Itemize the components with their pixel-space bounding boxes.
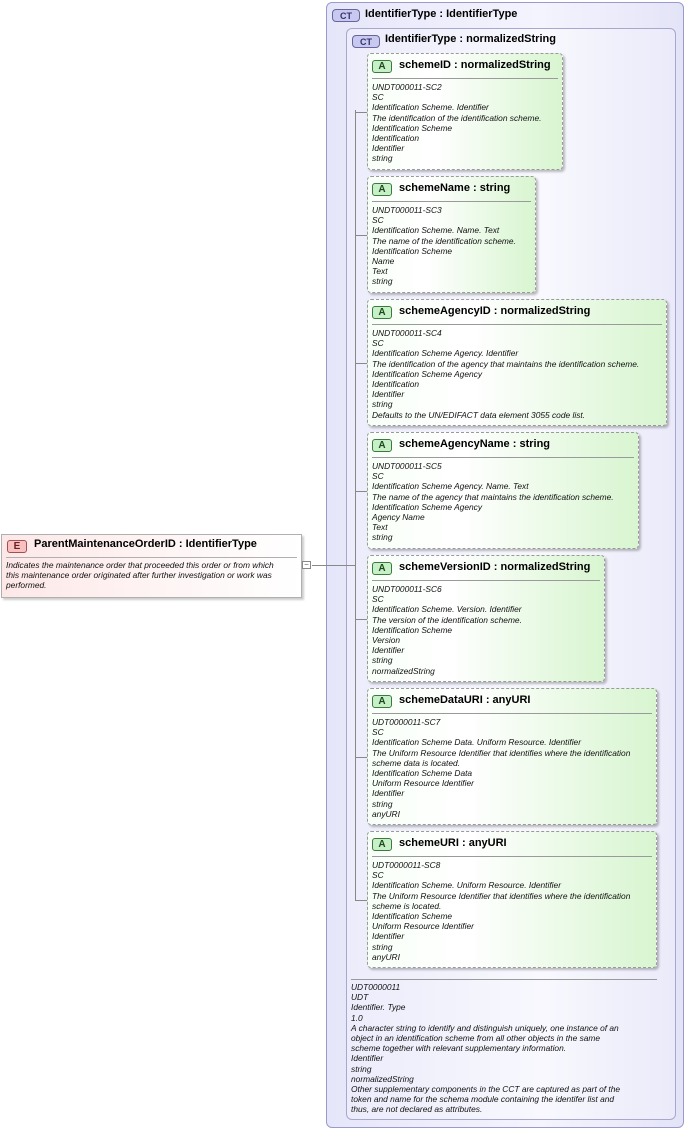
connector-element [312,565,355,566]
doc-line: Identification Scheme. Name. Text [372,225,500,236]
attribute-badge: A [372,183,392,196]
doc-line: Identification Scheme Agency. Name. Text [372,481,529,492]
attribute-separator [372,201,531,202]
doc-line: SC [372,338,384,349]
doc-line: Identification Scheme [372,245,453,256]
doc-line: string [372,276,393,287]
doc-line: SC [372,594,384,605]
doc-line: performed. [6,580,47,591]
attribute-schemeAgencyID[interactable] [367,299,667,426]
doc-line: Identification Scheme. Uniform Resource. Identifier [372,880,561,891]
doc-line: Identifier. Type [351,1002,406,1013]
doc-line: The version of the identification scheme. [372,614,522,625]
attribute-badge: A [372,60,392,73]
doc-line: normalizedString [351,1073,414,1084]
doc-line: Identification Scheme Data. Uniform Resource. Identifier [372,737,582,748]
attribute-badge: A [372,306,392,319]
connector-attribute [355,491,367,492]
attribute-schemeName[interactable] [367,176,536,293]
element-documentation [6,560,274,591]
attribute-documentation [372,717,630,819]
doc-line: string [351,1063,372,1074]
attribute-title: schemeURI : anyURI [399,837,507,849]
doc-line: SC [372,471,384,482]
doc-line: scheme together with relevant supplementary information. [351,1043,567,1054]
doc-line: UNDT000011-SC6 [372,584,442,594]
attribute-schemeVersionID[interactable] [367,555,605,682]
attribute-documentation [372,328,639,420]
doc-line: SC [372,215,384,226]
connector-attribute [355,112,367,113]
doc-line: Version [372,635,401,646]
doc-line: string [372,655,393,666]
element-title: ParentMaintenanceOrderID : IdentifierType [34,538,257,550]
complex-type-badge: CT [332,9,360,22]
attribute-title: schemeID : normalizedString [399,59,551,71]
doc-line: string [372,153,393,164]
complex-type-badge: CT [352,35,380,48]
connector-attribute [355,363,367,364]
doc-line: The Uniform Resource Identifier that identifies where the identification [372,747,631,758]
doc-line: UDT0000011-SC8 [372,860,441,870]
doc-line: string [372,798,393,809]
attribute-title: schemeVersionID : normalizedString [399,561,591,573]
doc-line: Identification Scheme [372,911,453,922]
attribute-title: schemeDataURI : anyURI [399,694,531,706]
doc-line: Identification [372,379,420,390]
attribute-badge: A [372,838,392,851]
doc-line: Identification Scheme Agency [372,501,483,512]
doc-line: UDT0000011 [351,982,401,992]
doc-line: this maintenance order originated after further investigation or work was [6,570,272,581]
attribute-schemeDataURI[interactable] [367,688,657,825]
attribute-badge: A [372,695,392,708]
doc-line: Identifier [351,1053,384,1064]
doc-line: Identification Scheme Agency. Identifier [372,348,519,359]
doc-line: UDT0000011-SC7 [372,717,441,727]
attribute-separator [372,713,652,714]
doc-line: Identification Scheme [372,624,453,635]
doc-line: UNDT000011-SC4 [372,328,442,338]
connector-attribute [355,619,367,620]
attribute-schemeID[interactable] [367,53,563,170]
doc-line: A character string to identify and distinguish uniquely, one instance of an [351,1022,619,1033]
attribute-title: schemeAgencyID : normalizedString [399,305,591,317]
element-box[interactable] [1,534,302,598]
doc-line: Name [372,256,395,267]
doc-line: Identification Scheme [372,122,453,133]
doc-line: Identifier [372,389,405,400]
doc-line: Identification Scheme Data [372,768,473,779]
attribute-documentation [372,205,516,287]
doc-line: SC [372,870,384,881]
doc-line: thus, are not declared as attributes. [351,1104,483,1115]
doc-line: scheme data is located. [372,757,460,768]
doc-line: normalizedString [372,665,435,676]
attribute-documentation [372,82,541,164]
doc-line: Text [372,266,388,277]
doc-line: string [372,941,393,952]
doc-line: Indicates the maintenance order that proceeded this order or from which [6,560,274,570]
connector-attribute [355,900,367,901]
attribute-badge: A [372,439,392,452]
doc-line: Defaults to the UN/EDIFACT data element 3055 code list. [372,409,586,420]
element-separator [6,557,297,558]
inner-type-title: IdentifierType : normalizedString [385,33,556,45]
doc-line: UNDT000011-SC2 [372,82,442,92]
collapse-toggle[interactable]: − [302,561,311,569]
doc-line: string [372,532,393,543]
attribute-title: schemeAgencyName : string [399,438,551,450]
element-badge: E [7,540,27,553]
connector-attribute [355,757,367,758]
attribute-badge: A [372,562,392,575]
doc-line: Identification Scheme Agency [372,368,483,379]
connector-attribute [355,235,367,236]
doc-line: SC [372,92,384,103]
doc-line: Identification [372,133,420,144]
doc-line: Identifier [372,788,405,799]
doc-line: Uniform Resource Identifier [372,921,474,932]
doc-line: UNDT000011-SC5 [372,461,442,471]
doc-line: UDT [351,992,369,1003]
doc-line: object in an identification scheme from all other objects in the same [351,1033,601,1044]
outer-type-title: IdentifierType : IdentifierType [365,8,518,20]
doc-line: The name of the agency that maintains the identification scheme. [372,491,614,502]
attribute-separator [372,580,600,581]
doc-line: Identification Scheme. Identifier [372,102,489,113]
attribute-title: schemeName : string [399,182,511,194]
doc-line: Text [372,522,388,533]
doc-line: Identifier [372,931,405,942]
doc-line: anyURI [372,808,400,819]
doc-line: The Uniform Resource Identifier that identifies where the identification [372,890,631,901]
doc-line: Identification Scheme. Version. Identifier [372,604,522,615]
attribute-separator [372,78,558,79]
doc-line: anyURI [372,951,400,962]
doc-line: SC [372,727,384,738]
attribute-separator [372,856,652,857]
doc-line: The name of the identification scheme. [372,235,516,246]
doc-line: Other supplementary components in the CCT are captured as part of the [351,1084,621,1095]
doc-line: token and name for the schema module containing the identifer list and [351,1094,615,1105]
doc-line: The identification of the identification scheme. [372,112,542,123]
doc-line: Identifier [372,143,405,154]
doc-line: UNDT000011-SC3 [372,205,442,215]
doc-line: string [372,399,393,410]
attribute-documentation [372,461,614,543]
doc-line: Agency Name [372,512,425,523]
doc-line: Uniform Resource Identifier [372,778,474,789]
doc-line: Identifier [372,645,405,656]
doc-line: scheme is located. [372,900,442,911]
doc-line: 1.0 [351,1012,363,1023]
doc-line: The identification of the agency that maintains the identification scheme. [372,358,640,369]
attribute-separator [372,457,634,458]
connector-vertical [355,110,356,900]
attribute-documentation [372,584,522,676]
attribute-separator [372,324,662,325]
attribute-schemeAgencyName[interactable] [367,432,639,549]
type-doc-separator [351,979,657,980]
type-documentation [351,982,620,1115]
attribute-schemeURI[interactable] [367,831,657,968]
attribute-documentation [372,860,630,962]
